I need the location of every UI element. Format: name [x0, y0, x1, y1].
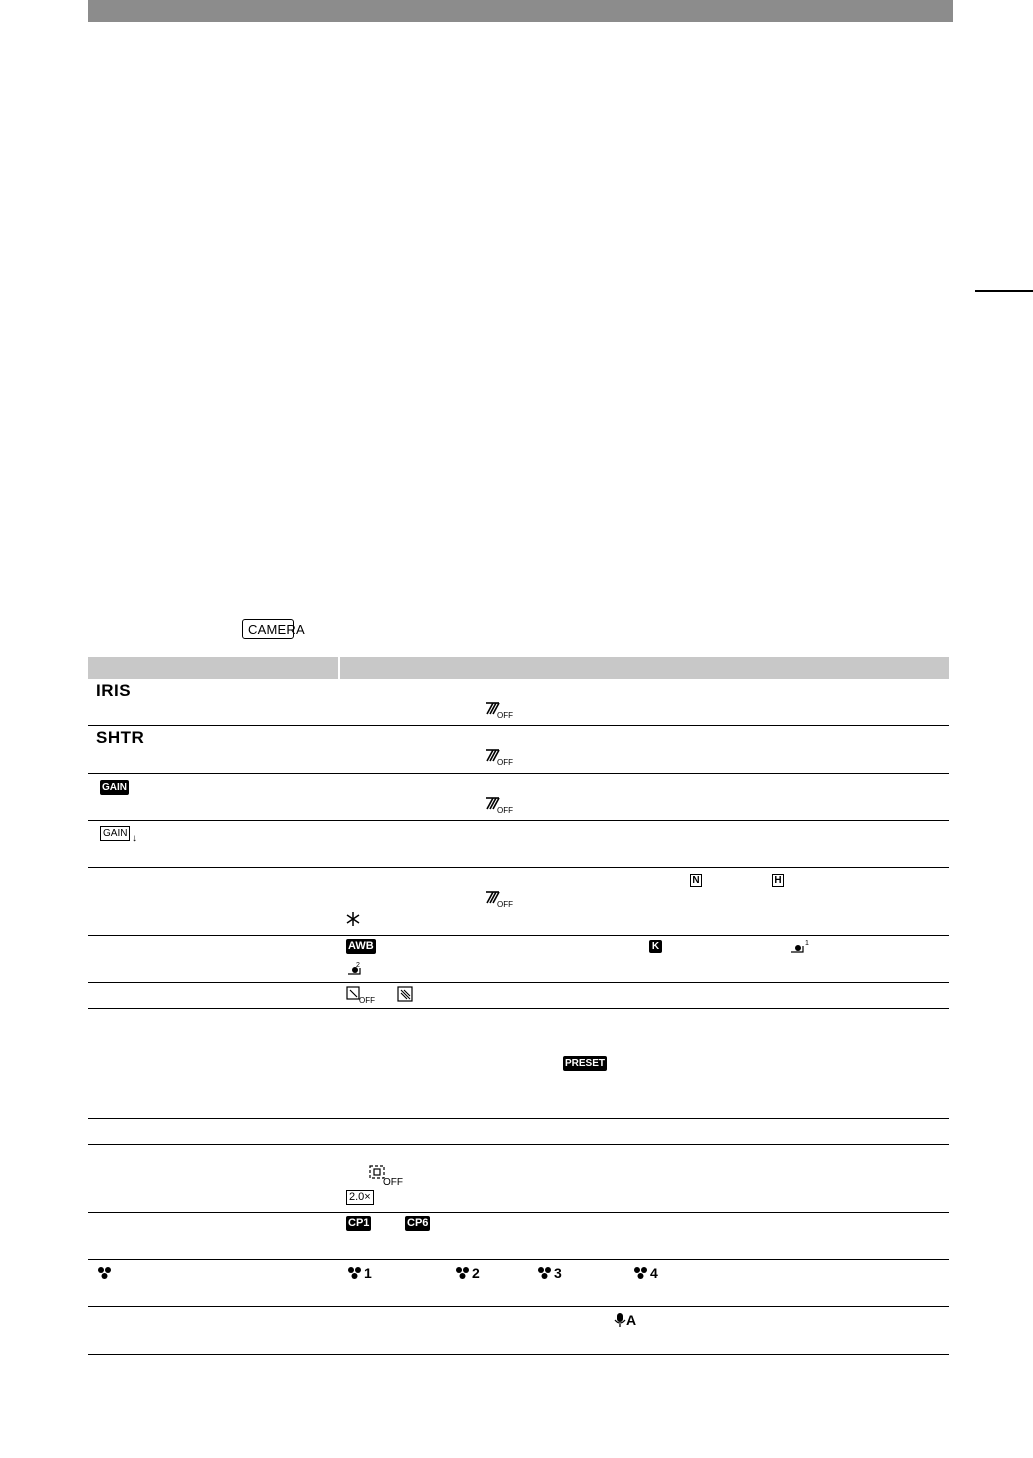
svg-text:OFF: OFF [497, 758, 513, 767]
menu-settings-table [88, 657, 949, 1355]
asterisk-icon [346, 912, 360, 926]
table-row [88, 774, 949, 821]
svg-text:OFF: OFF [497, 900, 513, 909]
custom-picture-6-icon: CP6 [407, 1217, 429, 1229]
mic-auto-icon: A [614, 1312, 636, 1328]
custom-key-1-icon: 1 [346, 1265, 372, 1281]
table-header-row [88, 657, 949, 679]
zebra-off-icon [485, 701, 511, 719]
table-row [88, 1260, 949, 1307]
table-row [88, 821, 949, 868]
zebra-off-icon [485, 748, 511, 766]
table-row [88, 1009, 949, 1119]
svg-text:2: 2 [356, 962, 360, 969]
kelvin-icon: K [649, 940, 662, 953]
custom-key-icon [96, 1266, 114, 1280]
shutter-icon: SHTR [96, 728, 145, 747]
custom-key-2-icon: 2 [454, 1265, 480, 1281]
backlight-on-icon [397, 986, 415, 1004]
table-row [88, 936, 949, 983]
custom-wb-1-icon [789, 938, 811, 956]
svg-text:OFF: OFF [359, 996, 375, 1005]
iris-icon: IRIS [96, 681, 132, 700]
table-row [88, 1145, 949, 1213]
section-tab-marker [975, 290, 1033, 292]
custom-key-4-icon: 4 [632, 1265, 658, 1281]
custom-picture-1-icon: CP1 [348, 1217, 370, 1229]
table-row [88, 1119, 949, 1145]
gain-limit-arrow-icon: ↓ [132, 833, 137, 844]
svg-text:1: 1 [805, 940, 809, 947]
backlight-off-icon [346, 986, 375, 1005]
high-icon: H [772, 874, 784, 887]
svg-text:OFF: OFF [497, 806, 513, 815]
awb-icon: AWB [348, 940, 374, 952]
header-setting-options [339, 657, 949, 679]
gain-limit-icon: GAIN [100, 826, 130, 841]
zebra-off-icon [485, 890, 511, 908]
table-row [88, 679, 949, 726]
header-menu-item [88, 657, 339, 679]
table-row [88, 726, 949, 774]
digital-tele-off-icon [369, 1165, 403, 1187]
custom-key-3-icon: 3 [536, 1265, 562, 1281]
table-row [88, 1213, 949, 1260]
preset-icon: PRESET [565, 1058, 606, 1069]
table-row [88, 1307, 949, 1355]
table-row [88, 868, 949, 936]
camera-mode-badge: CAMERA [242, 619, 294, 639]
svg-text:OFF: OFF [383, 1177, 403, 1188]
gain-icon: GAIN [102, 782, 127, 793]
custom-wb-2-icon [346, 960, 368, 978]
zebra-off-icon [485, 796, 511, 814]
tele-converter-icon: 2.0× [346, 1190, 374, 1205]
svg-text:OFF: OFF [497, 711, 513, 720]
header-bar [88, 0, 953, 22]
table-row [88, 983, 949, 1009]
normal-icon: N [690, 874, 702, 887]
